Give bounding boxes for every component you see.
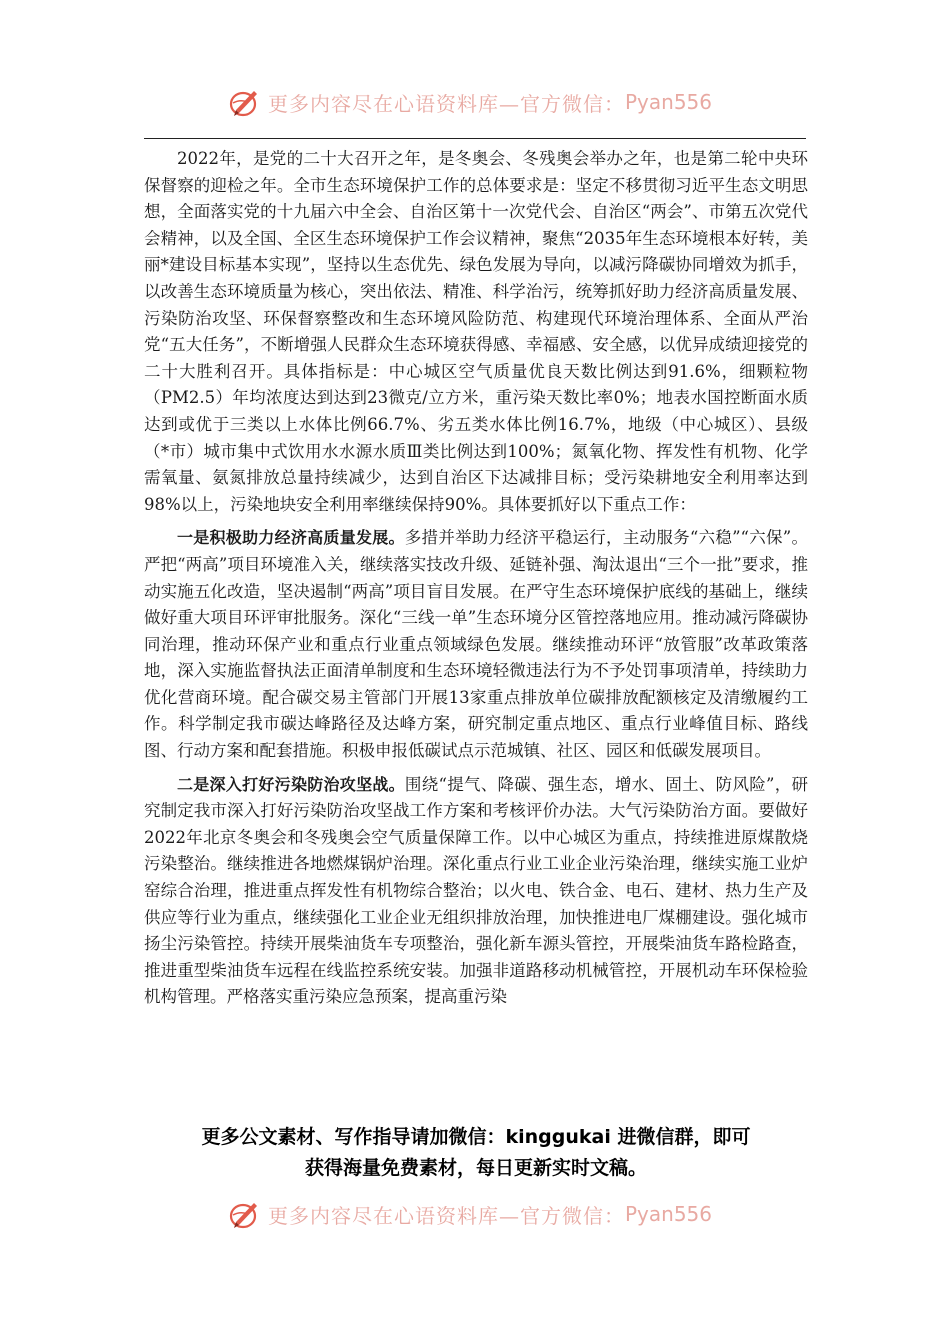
paragraph-lead: 二是深入打好污染防治攻坚战。 (177, 774, 405, 794)
paragraph-intro (144, 146, 808, 518)
promo-line: 更多公文素材、写作指导请加微信：kinggukai 进微信群，即可 (201, 1126, 751, 1148)
header-watermark (228, 80, 712, 124)
pen-on-paper-icon (228, 1197, 262, 1231)
brand-text: 更多内容尽在心语资料库—官方微信： (268, 1203, 625, 1228)
paragraph-economy (144, 525, 808, 764)
paragraph-text: 多措并举助力经济平稳运行，主动服务“六稳”“六保”。严把“两高”项目环境准入关，继续落实技改升级、延链补强、淘汰退出“三个一批”要求，推动实施五化改造，坚决遏制“两高”项目盲目发展。在严守生态环境保护底线的基础上，继续做好重大项目环评审批服务。深化“三线一单”生态环境分区管控落地应用。推动减污降碳协同治理，推动环保产业和重点行业重点领域绿色发展。继续推动环评“放管服”改革政策落地，深入实施监督执法正面清单制度和生态环境轻微违法行为不予处罚事项清单，持续助力优化营商环境。配合碳交易主管部门开展13家重点排放单位碳排放配额核定及清缴履约工作。科学制定我市碳达峰路径及达峰方案，研究制定重点地区、重点行业峰值目标、路线图、行动方案和配套措施。积极申报低碳试点示范城镇、社区、园区和低碳发展项目。 (144, 528, 808, 761)
brand-wechat-id: Pyan556 (625, 90, 713, 114)
paragraph-pollution (144, 772, 808, 1011)
header-divider (144, 138, 806, 139)
brand-text: 更多内容尽在心语资料库—官方微信： (268, 91, 625, 116)
pen-on-paper-icon (228, 85, 262, 119)
promo-line: 获得海量免费素材，每日更新实时文稿。 (304, 1157, 647, 1179)
document-body (144, 146, 808, 1018)
footer-watermark (228, 1192, 712, 1236)
promo-banner (144, 1122, 808, 1184)
paragraph-text: 2022年，是党的二十大召开之年，是冬奥会、冬残奥会举办之年，也是第二轮中央环保督察的迎检之年。全市生态环境保护工作的总体要求是：坚定不移贯彻习近平生态文明思想，全面落实党的十九届六中全会、自治区第十一次党代会、自治区“两会”、市第五次党代会精神，以及全国、全区生态环境保护工作会议精神，聚焦“2035年生态环境根本好转，美丽*建设目标基本实现”，坚持以生态优先、绿色发展为导向，以减污降碳协同增效为抓手，以改善生态环境质量为核心，突出依法、精准、科学治污，统筹抓好助力经济高质量发展、污染防治攻坚、环保督察整改和生态环境风险防范、构建现代环境治理体系、全面从严治党“五大任务”，不断增强人民群众生态环境获得感、幸福感、安全感，以优异成绩迎接党的二十大胜利召开。具体指标是：中心城区空气质量优良天数比例达到91.6%，细颗粒物（PM2.5）年均浓度达到达到23微克/立方米，重污染天数比率0%；地表水国控断面水质达到或优于三类以上水体比例66.7%、劣五类水体比例16.7%，地级（中心城区）、县级（*市）城市集中式饮用水水源水质Ⅲ类比例达到100%；氮氧化物、挥发性有机物、化学需氧量、氨氮排放总量持续减少，达到自治区下达减排目标；受污染耕地安全利用率达到98%以上，污染地块安全利用率继续保持90%。具体要抓好以下重点工作： (144, 149, 808, 514)
brand-wechat-id: Pyan556 (625, 1202, 713, 1226)
paragraph-text: 围绕“提气、降碳、强生态，增水、固土、防风险”，研究制定我市深入打好污染防治攻坚战工作方案和考核评价办法。大气污染防治方面。要做好2022年北京冬奥会和冬残奥会空气质量保障工作。以中心城区为重点，持续推进原煤散烧污染整治。继续推进各地燃煤锅炉治理。深化重点行业工业企业污染治理，继续实施工业炉窑综合治理，推进重点挥发性有机物综合整治；以火电、铁合金、电石、建材、热力生产及供应等行业为重点，继续强化工业企业无组织排放治理，加快推进电厂煤棚建设。强化城市扬尘污染管控。持续开展柴油货车专项整治，强化新车源头管控，开展柴油货车路检路查，推进重型柴油货车远程在线监控系统安装。加强非道路移动机械管控，开展机动车环保检验机构管理。严格落实重污染应急预案，提高重污染 (144, 774, 808, 1007)
paragraph-lead: 一是积极助力经济高质量发展。 (177, 528, 405, 548)
